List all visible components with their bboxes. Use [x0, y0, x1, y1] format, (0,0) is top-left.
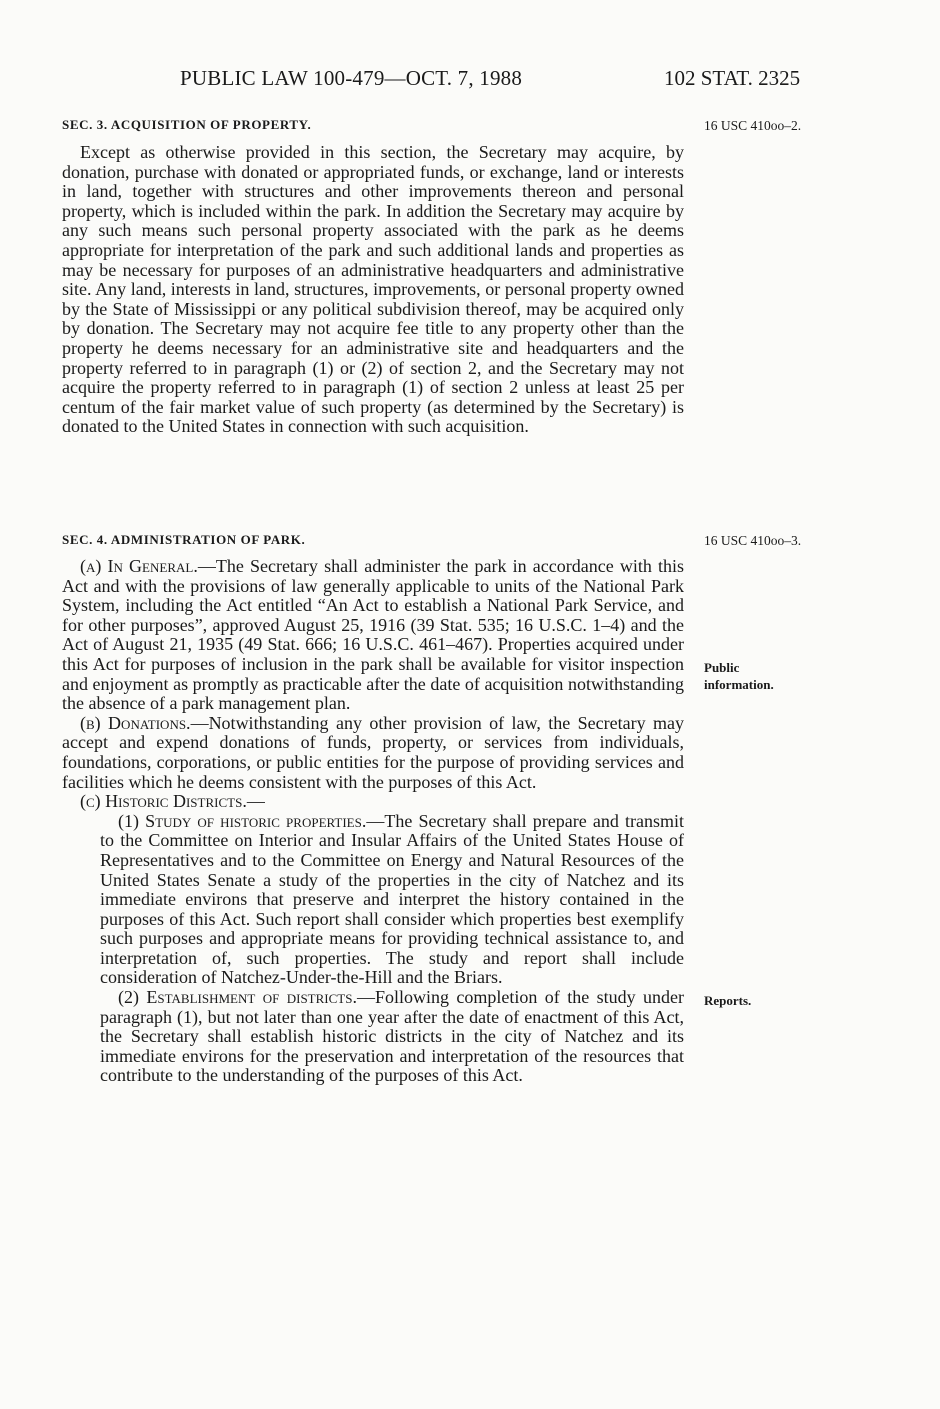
margin-note-public-line2: information.: [704, 677, 774, 692]
paragraph-c1-text: —The Secretary shall prepare and transmit to the Committee on Interior and Insular Affairs of the United States House of Representatives and to the Committee on Energy and Natural Resources of the United States Senate a study of the properties in the city of Natchez and its immediate environs that preserve and interpret the history contained in the purposes of this Act. Such report shall consider which properties best exemplify such purposes and appropriate means for providing technical assistance to, and interpretation of, such properties. The study and report shall include consideration of Natchez-Under-the-Hill and the Briars.: [100, 810, 685, 988]
section-4-heading: SEC. 4. ADMINISTRATION OF PARK.: [62, 532, 306, 547]
section-3-paragraph: Except as otherwise provided in this section, the Secretary may acquire, by donation, purchase with donated or appropriated funds, or exchange, land or interests in land, together with structures and other improvements thereon and personal property, which is included within the park. In addition the Secretary may acquire by any such means such personal property associated with the park as he deems appropriate for interpretation of the park and such additional lands and properties as may be necessary for purposes of an administrative headquarters and administrative site. Any land, interests in land, structures, improvements, or personal property owned by the State of Mississippi or any political subdivision thereof, may be acquired only by donation. The Secretary may not acquire fee title to any property other than the property he deems necessary for an administrative site and headquarters and the property referred to in paragraph (1) or (2) of section 2, and the Secretary may not acquire the property referred to in paragraph (1) of section 2 unless at least 25 per centum of the fair market value of such property (as determined by the Secretary) is donated to the United States in connection with such acquisition.: [62, 142, 684, 437]
subsection-a-label: (a) In General.: [80, 556, 198, 576]
subsection-a-text: —The Secretary shall administer the park in accordance with this Act and with the provisions of law generally applicable to units of the National Park System, including the Act entitled “An Act to establish a National Park Service, and for other purposes”, approved August 25, 1916 (39 Stat. 535; 16 U.S.C. 1–4) and the Act of August 21, 1935 (49 Stat. 666; 16 U.S.C. 461–467). Properties acquired under this Act for purposes of inclusion in the park shall be available for visitor inspection and enjoyment as promptly as practicable after the date of acquisition notwithstanding the absence of a park management plan.: [62, 556, 684, 714]
running-header-title: PUBLIC LAW 100-479—OCT. 7, 1988: [180, 66, 523, 90]
section-3-body: [62, 143, 684, 437]
subsection-b-label: (b) Donations.: [80, 712, 191, 733]
subsection-c-text: —: [246, 791, 265, 812]
margin-note-reports: Reports.: [704, 993, 752, 1008]
paragraph-c2-text: —Following completion of the study under paragraph (1), but not later than one year after the date of enactment of this Act, the Secretary shall establish historic districts in the city of Natchez and its immediate environs for the preservation and interpretation of the resources that contribute to the understanding of the purposes of this Act.: [100, 987, 684, 1086]
paragraph-c1-label: (1) Study of historic properties.: [118, 810, 367, 831]
paragraph-c1: [62, 812, 684, 988]
section-4-body: [62, 557, 684, 1086]
section-3-margin-citation: 16 USC 410oo–2.: [704, 118, 802, 133]
paragraph-c2-label: (2) Establishment of districts.: [118, 987, 357, 1008]
margin-note-public-line1: Public: [704, 660, 740, 675]
subsection-c: [62, 792, 684, 812]
section-3-heading: SEC. 3. ACQUISITION OF PROPERTY.: [62, 117, 312, 132]
running-header-stat: 102 STAT. 2325: [664, 66, 801, 90]
subsection-b: [62, 714, 684, 792]
subsection-a: [62, 557, 684, 714]
paragraph-c2: [62, 988, 684, 1086]
section-4-margin-citation: 16 USC 410oo–3.: [704, 533, 802, 548]
subsection-b-text: —Notwithstanding any other provision of law, the Secretary may accept and expend donations of funds, property, or services from individuals, foundations, corporations, or public entities for the purpose of providing services and facilities which he deems consistent with the purposes of this Act.: [62, 712, 684, 792]
subsection-c-label: (c) Historic Districts.: [80, 791, 247, 812]
